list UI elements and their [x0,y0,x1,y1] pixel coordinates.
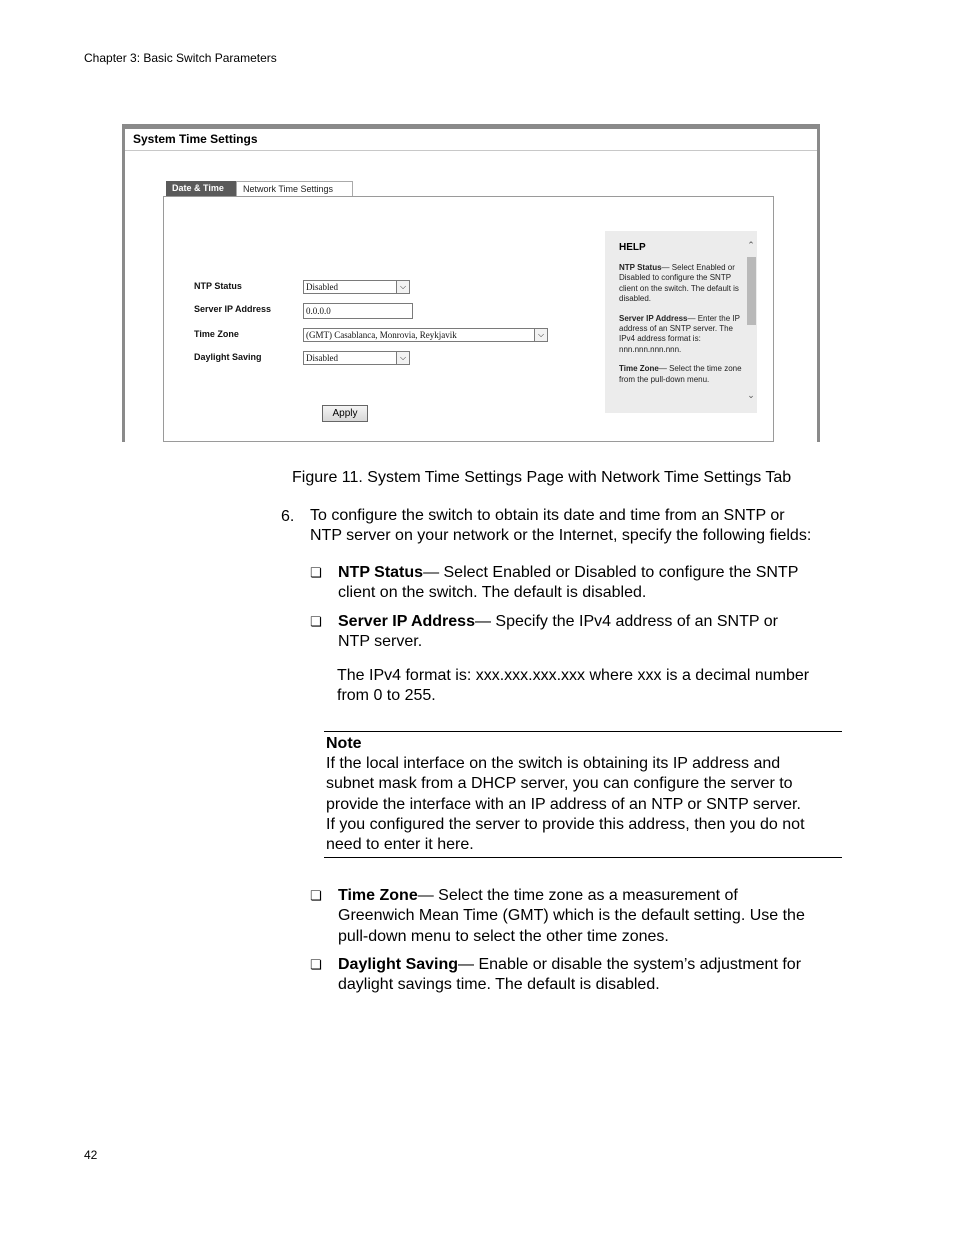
help-term: Server IP Address [619,313,688,323]
title-divider [125,150,817,151]
time-zone-value: (GMT) Casablanca, Monrovia, Reykjavik [306,330,457,340]
bullet-text: — Select Enabled or Disabled to configure the SNTP [423,564,799,581]
chevron-down-icon[interactable]: ⌄ [747,391,755,401]
ntp-status-label: NTP Status [194,281,242,291]
step-line: NTP server on your network or the Internet, specify the following fields: [310,527,812,545]
bullet-text: Greenwich Mean Time (GMT) which is the default setting. Use the [338,907,805,925]
chevron-down-icon: ⌵ [396,281,409,293]
bullet-daylight-saving [338,955,801,996]
bullet-text: daylight savings time. The default is disabled. [338,976,660,994]
note-line: need to enter it here. [326,836,474,854]
chevron-down-icon: ⌵ [396,352,409,364]
help-text: — Select the time zone from the pull-down menu. [619,364,742,384]
paragraph-line: The IPv4 format is: xxx.xxx.xxx.xxx where xxx is a decimal number [337,667,810,684]
note-title: Note [326,735,362,752]
time-zone-label: Time Zone [194,329,239,339]
bullet-text: pull-down menu to select the other time zones. [338,927,669,945]
ntp-status-value: Disabled [306,282,338,292]
bullet-text: NTP server. [338,633,423,651]
bullet-term: Time Zone [338,887,418,904]
step-text [310,506,811,547]
bullet-term: Daylight Saving [338,956,459,973]
screenshot-figure [122,124,820,442]
help-text: — Enter the IP address of an SNTP server. The IPv4 address format is: nnn.nnn.nnn.nnn. [619,313,740,354]
bullet-text: — Enable or disable the system’s adjustment for [458,956,802,973]
step-line: To configure the switch to obtain its date and time from an SNTP or [310,507,785,524]
help-term: Time Zone [619,364,659,374]
ipv4-format-paragraph [337,666,809,707]
bullet-time-zone [338,886,805,947]
window-title: System Time Settings [133,132,258,146]
help-term: NTP Status [619,263,662,272]
note-line: subnet mask from a DHCP server, you can configure the server to [326,775,793,793]
tab-network-time-settings[interactable]: Network Time Settings [236,181,353,197]
tab-date-time[interactable]: Date & Time [166,181,236,197]
note-box [324,731,842,858]
bullet-term: NTP Status [338,564,424,581]
note-line: If you configured the server to provide this address, then you do not [326,815,805,833]
paragraph-line: from 0 to 255. [337,687,436,705]
note-line: provide the interface with an IP address of an NTP or SNTP server. [326,795,801,813]
checkbox-bullet-icon: ❏ [310,889,322,904]
checkbox-bullet-icon: ❏ [310,958,322,973]
bullet-text: client on the switch. The default is disabled. [338,584,647,602]
server-ip-input[interactable]: 0.0.0.0 [303,303,413,319]
help-panel [605,231,757,413]
scroll-thumb[interactable] [747,257,756,325]
server-ip-label: Server IP Address [194,304,272,314]
help-entry [619,314,743,356]
running-header: Chapter 3: Basic Switch Parameters [84,51,277,65]
checkbox-bullet-icon: ❏ [310,615,322,630]
daylight-saving-label: Daylight Saving [194,352,262,362]
bullet-server-ip [338,612,778,653]
help-entry [619,263,743,305]
note-body [326,754,842,855]
bullet-text: — Select the time zone as a measurement of [417,887,738,904]
time-zone-select[interactable] [303,328,548,342]
help-title: HELP [619,242,646,253]
checkbox-bullet-icon: ❏ [310,566,322,581]
help-text: — Select Enabled or Disabled to configure the SNTP client on the switch. The default is disabled. [619,263,739,304]
figure-caption: Figure 11. System Time Settings Page with Network Time Settings Tab [292,469,792,486]
apply-button[interactable]: Apply [322,405,368,422]
bullet-term: Server IP Address [338,613,475,630]
step-number: 6. [281,508,295,525]
help-scrollbar[interactable] [746,241,756,401]
tab-panel [163,196,774,442]
help-body [619,263,743,394]
bullet-text: — Specify the IPv4 address of an SNTP or [474,613,778,630]
chevron-up-icon[interactable]: ⌃ [747,241,755,251]
daylight-saving-select[interactable] [303,351,410,365]
help-entry [619,364,743,385]
chevron-down-icon: ⌵ [534,329,547,341]
note-line: If the local interface on the switch is obtaining its IP address and [326,755,781,772]
ntp-status-select[interactable] [303,280,410,294]
daylight-saving-value: Disabled [306,353,338,363]
page-number: 42 [84,1148,98,1162]
bullet-ntp-status [338,563,798,604]
